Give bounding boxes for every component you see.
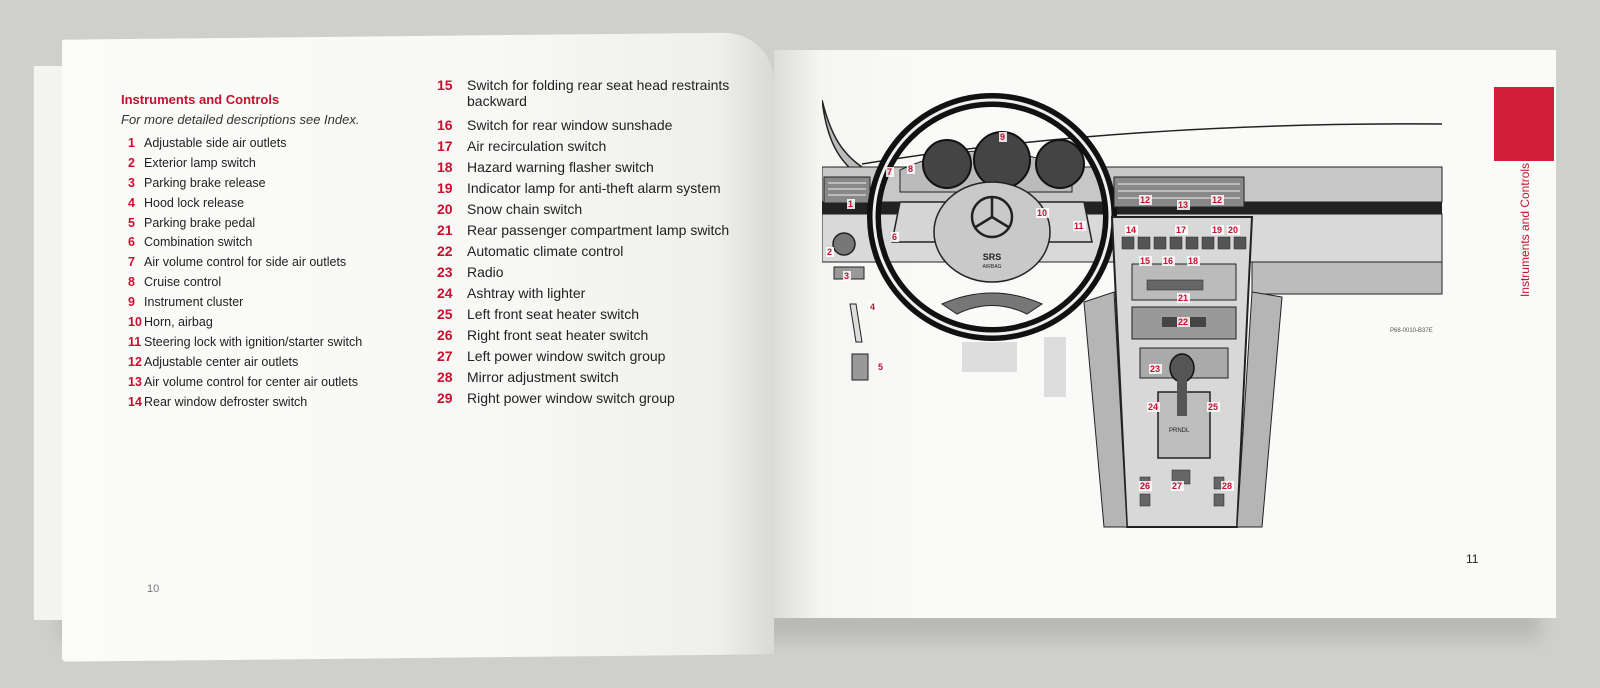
floor-shade-left bbox=[962, 342, 1017, 372]
item-number: 28 bbox=[437, 369, 453, 385]
page-number-right: 11 bbox=[1466, 552, 1479, 566]
airbag-logo: SRS bbox=[982, 252, 1002, 262]
item-label: Switch for folding rear seat head restraints bbox=[467, 77, 730, 93]
callout-number: 24 bbox=[1148, 402, 1159, 412]
list-item bbox=[437, 390, 729, 411]
item-number: 19 bbox=[437, 180, 453, 196]
callout-number: 11 bbox=[1074, 221, 1084, 231]
item-number: 6 bbox=[128, 235, 135, 250]
item-number: 26 bbox=[437, 327, 453, 343]
item-label: Rear window defroster switch bbox=[144, 394, 308, 409]
callout-number: 18 bbox=[1188, 256, 1199, 266]
callout-number: 4 bbox=[870, 302, 876, 312]
item-number: 2 bbox=[128, 155, 135, 170]
diagram-code: P68-0010-B37E bbox=[1390, 328, 1433, 334]
chapter-side-label: Instruments and Controls bbox=[1518, 162, 1532, 298]
item-number: 3 bbox=[128, 175, 135, 190]
list-item bbox=[437, 222, 729, 243]
callout-number: 21 bbox=[1178, 293, 1189, 303]
gear-lever bbox=[1177, 380, 1187, 416]
list-item bbox=[437, 264, 729, 285]
list-item bbox=[437, 117, 729, 138]
item-number: 15 bbox=[437, 77, 453, 93]
callout-number: 17 bbox=[1176, 225, 1187, 235]
list-item bbox=[437, 348, 729, 369]
list-item bbox=[128, 196, 362, 216]
list-item bbox=[128, 355, 362, 375]
item-label: Combination switch bbox=[144, 235, 253, 250]
item-label: Right power window switch group bbox=[467, 390, 675, 406]
item-label: Adjustable side air outlets bbox=[144, 136, 287, 150]
item-number: 20 bbox=[437, 201, 453, 217]
item-label: Cruise control bbox=[144, 275, 222, 290]
item-number: 11 bbox=[128, 334, 142, 349]
gauge-right bbox=[1036, 140, 1084, 188]
section-subheading: For more detailed descriptions see Index. bbox=[121, 112, 360, 127]
item-number: 13 bbox=[128, 374, 142, 389]
list-item bbox=[128, 235, 362, 255]
section-heading: Instruments and Controls bbox=[121, 92, 280, 107]
controls-list-15-29 bbox=[437, 77, 729, 411]
callout-number: 9 bbox=[1000, 132, 1006, 142]
page-number-left: 10 bbox=[147, 583, 160, 595]
item-label: Air volume control for center air outlets bbox=[144, 374, 358, 389]
item-number: 25 bbox=[437, 306, 453, 322]
item-number: 1 bbox=[128, 136, 135, 150]
callout-number: 22 bbox=[1178, 317, 1189, 327]
item-number: 4 bbox=[128, 195, 135, 210]
callout-number: 10 bbox=[1037, 208, 1048, 218]
list-item bbox=[128, 395, 362, 415]
list-item bbox=[437, 159, 729, 180]
item-number: 17 bbox=[437, 138, 453, 154]
callout-number: 27 bbox=[1172, 481, 1183, 491]
item-number: 7 bbox=[128, 255, 135, 270]
list-item bbox=[437, 180, 729, 201]
callout-number: 20 bbox=[1228, 225, 1239, 235]
dashboard-diagram bbox=[822, 92, 1452, 542]
list-item bbox=[437, 306, 729, 327]
exterior-lamp-switch bbox=[833, 233, 855, 255]
item-label: Left power window switch group bbox=[467, 348, 666, 364]
item-number: 16 bbox=[437, 117, 453, 133]
list-item bbox=[437, 369, 729, 390]
a-pillar bbox=[822, 100, 862, 170]
glovebox-area bbox=[1252, 262, 1442, 294]
callout-number: 15 bbox=[1140, 256, 1151, 266]
item-number: 9 bbox=[128, 295, 135, 310]
callout-number: 7 bbox=[887, 167, 893, 177]
list-item bbox=[128, 156, 362, 176]
list-item bbox=[128, 295, 362, 315]
callout-number: 25 bbox=[1208, 402, 1219, 412]
callout-number: 13 bbox=[1178, 200, 1189, 210]
callout-number: 12 bbox=[1140, 195, 1151, 205]
callout-number: 8 bbox=[908, 164, 914, 174]
list-item bbox=[128, 275, 362, 295]
item-label: Snow chain switch bbox=[467, 201, 583, 217]
item-label: Mirror adjustment switch bbox=[467, 369, 619, 385]
climate-display bbox=[1147, 280, 1203, 290]
item-label-continued: backward bbox=[467, 93, 527, 109]
pedal-arm bbox=[850, 304, 862, 342]
item-label: Indicator lamp for anti-theft alarm system bbox=[467, 180, 721, 196]
controls-list-1-14 bbox=[128, 136, 362, 414]
item-number: 29 bbox=[437, 390, 453, 406]
item-label: Instrument cluster bbox=[144, 295, 244, 310]
callout-number: 2 bbox=[827, 247, 833, 257]
callout-number: 16 bbox=[1163, 256, 1174, 266]
list-item bbox=[128, 216, 362, 236]
callout-number: 5 bbox=[878, 362, 884, 372]
item-label: Right front seat heater switch bbox=[467, 327, 649, 343]
item-number: 27 bbox=[437, 348, 453, 364]
callout-number: 12 bbox=[1212, 195, 1223, 205]
item-number: 10 bbox=[128, 315, 142, 330]
floor-shade-right bbox=[1044, 337, 1066, 397]
callout-number: 28 bbox=[1222, 481, 1233, 491]
item-label: Hood lock release bbox=[144, 195, 245, 210]
item-label: Radio bbox=[467, 264, 504, 280]
list-item bbox=[128, 255, 362, 275]
item-label: Ashtray with lighter bbox=[467, 285, 586, 301]
callout-number: 14 bbox=[1126, 225, 1137, 235]
item-label: Automatic climate control bbox=[467, 243, 624, 259]
list-item bbox=[128, 315, 362, 335]
item-number: 5 bbox=[128, 215, 135, 230]
item-label: Parking brake release bbox=[144, 175, 266, 190]
callout-number: 6 bbox=[892, 232, 898, 242]
lower-spoke bbox=[942, 293, 1042, 314]
callout-number: 26 bbox=[1140, 481, 1151, 491]
item-number: 8 bbox=[128, 275, 135, 290]
list-item bbox=[437, 327, 729, 348]
airbag-logo-sub: AIRBAG bbox=[982, 264, 1002, 270]
callout-number: 1 bbox=[848, 199, 854, 209]
list-item bbox=[128, 335, 362, 355]
item-label: Horn, airbag bbox=[144, 315, 213, 330]
item-label: Left front seat heater switch bbox=[467, 306, 639, 322]
item-number: 18 bbox=[437, 159, 453, 175]
item-number: 23 bbox=[437, 264, 453, 280]
item-label: Hazard warning flasher switch bbox=[467, 159, 654, 175]
list-item bbox=[437, 243, 729, 264]
item-label: Adjustable center air outlets bbox=[144, 354, 299, 369]
item-label: Exterior lamp switch bbox=[144, 155, 256, 170]
list-item bbox=[128, 375, 362, 395]
item-number: 14 bbox=[128, 394, 142, 409]
list-item bbox=[437, 285, 729, 306]
list-item bbox=[437, 201, 729, 222]
gear-knob bbox=[1170, 354, 1194, 382]
item-number: 22 bbox=[437, 243, 453, 259]
item-number: 12 bbox=[128, 354, 142, 369]
parking-brake-pedal bbox=[852, 354, 868, 380]
list-item bbox=[128, 176, 362, 196]
callout-number: 23 bbox=[1150, 364, 1161, 374]
callout-number: 3 bbox=[844, 271, 850, 281]
gear-letters: PRNDL bbox=[1169, 428, 1190, 434]
item-label: Air volume control for side air outlets bbox=[144, 255, 347, 270]
list-item bbox=[128, 136, 362, 156]
item-label: Air recirculation switch bbox=[467, 138, 607, 154]
list-item bbox=[437, 77, 729, 117]
item-label: Switch for rear window sunshade bbox=[467, 117, 673, 133]
item-number: 21 bbox=[437, 222, 453, 238]
callout-number: 19 bbox=[1212, 225, 1223, 235]
list-item bbox=[437, 138, 729, 159]
gauge-left bbox=[923, 140, 971, 188]
item-label: Steering lock with ignition/starter switch bbox=[144, 334, 363, 349]
item-label: Rear passenger compartment lamp switch bbox=[467, 222, 730, 238]
item-number: 24 bbox=[437, 285, 453, 301]
item-label: Parking brake pedal bbox=[144, 215, 256, 230]
